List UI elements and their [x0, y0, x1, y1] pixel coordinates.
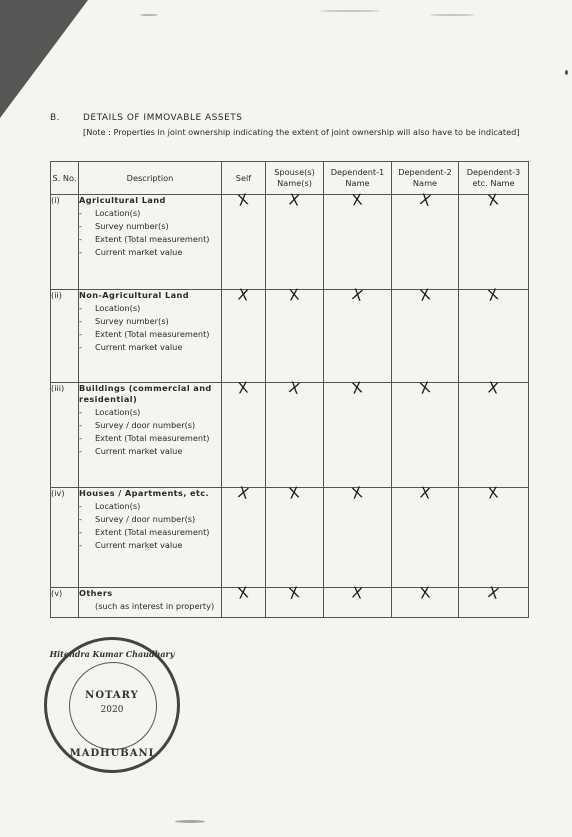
mark-cell-self	[222, 285, 266, 383]
row-sub-item	[79, 501, 221, 512]
mark-cell-dep3	[459, 378, 529, 488]
cross-mark: X	[287, 378, 302, 398]
row-title: Houses / Apartments, etc.	[79, 488, 210, 498]
stamp-year: 2020	[100, 705, 124, 715]
section-note: [Note : Properties in joint ownership indicating the extent of joint ownership will also have to be indicated]	[83, 127, 520, 137]
mark-cell-dep1	[324, 378, 392, 488]
section-title: DETAILS OF IMMOVABLE ASSETS	[83, 113, 243, 123]
dash-marker: -	[79, 501, 82, 511]
row-title: Buildings (commercial and residential)	[79, 383, 212, 404]
dash-marker: -	[79, 208, 82, 218]
table-row	[51, 290, 529, 383]
row-number: (v)	[51, 588, 79, 618]
header-dependent-3: Dependent-3 etc. Name	[459, 162, 529, 195]
dash-marker: -	[79, 303, 82, 313]
mark-cell-dep2	[392, 378, 459, 488]
page-corner-fold	[0, 0, 88, 118]
mark-cell-self	[222, 483, 266, 588]
mark-cell-dep1	[324, 483, 392, 588]
dash-marker: -	[79, 316, 82, 326]
mark-cell-dep3	[459, 285, 529, 383]
immovable-assets-table	[50, 161, 529, 618]
sub-item-label: Survey number(s)	[95, 316, 169, 326]
cross-mark: X	[287, 483, 302, 503]
cross-mark: X	[351, 583, 364, 603]
mark-cell-spouse	[266, 190, 324, 290]
row-title: Others	[79, 588, 113, 598]
sub-item-label: Location(s)	[95, 407, 141, 417]
dash-marker: -	[79, 247, 82, 257]
cross-mark: X	[350, 285, 365, 305]
table-body	[51, 190, 529, 618]
row-sub-item	[79, 407, 221, 418]
mark-cell-self	[222, 190, 266, 290]
header-dependent-1: Dependent-1 Name	[324, 162, 392, 195]
mark-cell-dep3	[459, 483, 529, 588]
sub-item-label: Survey number(s)	[95, 221, 169, 231]
header-dependent-2: Dependent-2 Name	[392, 162, 459, 195]
cross-mark: X	[487, 378, 500, 398]
scan-noise	[175, 820, 205, 823]
row-sub-item	[79, 342, 221, 353]
mark-cell-dep2	[392, 190, 459, 290]
dash-marker: -	[79, 527, 82, 537]
row-number: (iii)	[51, 383, 79, 488]
dash-marker: -	[79, 514, 82, 524]
sub-item-label: Current market value	[95, 247, 183, 257]
cross-mark: X	[418, 483, 432, 503]
table-row	[51, 588, 529, 618]
row-sub-item	[79, 540, 221, 551]
header-sno: S. No.	[51, 162, 79, 195]
row-sub-item	[79, 234, 221, 245]
mark-cell-dep3	[459, 583, 529, 618]
sub-item-label: (such as interest in property)	[95, 601, 215, 611]
dash-marker: -	[79, 433, 82, 443]
row-sub-item	[79, 433, 221, 444]
dash-marker: -	[79, 221, 82, 231]
cross-mark: X	[487, 483, 500, 503]
sub-item-label: Location(s)	[95, 208, 141, 218]
sub-item-label: Current market value	[95, 342, 183, 352]
cross-mark: X	[350, 378, 365, 398]
cross-mark: X	[288, 190, 301, 210]
row-description	[79, 383, 222, 488]
sub-item-label: Survey / door number(s)	[95, 420, 196, 430]
mark-cell-dep1	[324, 285, 392, 383]
dash-marker: -	[79, 234, 82, 244]
row-sub-item	[79, 208, 221, 219]
stamp-place: MADHUBANI	[69, 748, 155, 759]
mark-cell-spouse	[266, 378, 324, 488]
scan-noise	[140, 14, 158, 16]
dash-marker	[79, 601, 95, 612]
cross-mark: X	[351, 190, 364, 210]
dash-marker: -	[79, 342, 82, 352]
sub-item-label: Extent (Total measurement)	[95, 527, 210, 537]
cross-mark: X	[236, 190, 251, 210]
cross-mark: X	[486, 583, 501, 603]
cross-mark: X	[417, 190, 433, 210]
row-sub-item	[79, 221, 221, 232]
scan-noise	[430, 14, 475, 16]
mark-cell-spouse	[266, 583, 324, 618]
mark-cell-dep2	[392, 285, 459, 383]
row-title: Non-Agricultural Land	[79, 290, 190, 300]
row-number: (iv)	[51, 488, 79, 588]
cross-mark: X	[417, 378, 432, 398]
cross-mark: X	[350, 483, 365, 503]
mark-cell-dep2	[392, 583, 459, 618]
mark-cell-self	[222, 583, 266, 618]
stamp-name: Hitendra Kumar Chaudhary	[49, 649, 175, 659]
mark-cell-dep1	[324, 583, 392, 618]
sub-item-label: Extent (Total measurement)	[95, 329, 210, 339]
row-sub-item	[79, 446, 221, 457]
row-number: (ii)	[51, 290, 79, 383]
cross-mark: X	[237, 285, 250, 305]
stamp-title: NOTARY	[85, 690, 139, 701]
dash-marker: -	[79, 329, 82, 339]
row-description	[79, 195, 222, 290]
cross-mark: X	[236, 483, 251, 503]
row-sub-item	[79, 247, 221, 258]
dash-marker: -	[79, 420, 82, 430]
row-sub-item	[79, 514, 221, 525]
sub-item-label: Current market value	[95, 446, 183, 456]
scan-noise	[320, 10, 380, 12]
notary-stamp	[44, 637, 180, 773]
row-description	[79, 588, 222, 618]
row-sub-item	[79, 329, 221, 340]
scan-noise	[565, 70, 568, 75]
table-row	[51, 195, 529, 290]
dash-marker: -	[79, 407, 82, 417]
sub-item-label: Extent (Total measurement)	[95, 234, 210, 244]
cross-mark: X	[486, 285, 501, 305]
cross-mark: X	[486, 190, 501, 210]
sub-item-label: Location(s)	[95, 303, 141, 313]
cross-mark: X	[288, 285, 301, 305]
cross-mark: X	[236, 583, 251, 603]
header-spouse: Spouse(s) Name(s)	[266, 162, 324, 195]
row-number: (i)	[51, 195, 79, 290]
row-title: Agricultural Land	[79, 195, 166, 205]
cross-mark: X	[287, 583, 302, 603]
sub-item-label: Survey / door number(s)	[95, 514, 196, 524]
mark-cell-dep2	[392, 483, 459, 588]
row-sub-item	[79, 527, 221, 538]
header-description: Description	[79, 162, 222, 195]
section-letter: B.	[50, 113, 61, 123]
row-description	[79, 488, 222, 588]
row-sub-item	[79, 601, 221, 612]
table-row	[51, 488, 529, 588]
mark-cell-dep3	[459, 190, 529, 290]
mark-cell-spouse	[266, 483, 324, 588]
mark-cell-spouse	[266, 285, 324, 383]
row-sub-item	[79, 316, 221, 327]
mark-cell-dep1	[324, 190, 392, 290]
sub-item-label: Extent (Total measurement)	[95, 433, 210, 443]
dash-marker: -	[79, 540, 82, 550]
sub-item-label: Location(s)	[95, 501, 141, 511]
row-sub-item	[79, 420, 221, 431]
cross-mark: X	[418, 285, 432, 305]
sub-item-label: Current market value	[95, 540, 183, 550]
header-self: Self	[222, 162, 266, 195]
row-sub-item	[79, 303, 221, 314]
dash-marker: -	[79, 446, 82, 456]
cross-mark: X	[418, 583, 432, 603]
table-row	[51, 383, 529, 488]
row-description	[79, 290, 222, 383]
mark-cell-self	[222, 378, 266, 488]
cross-mark: X	[237, 378, 250, 398]
